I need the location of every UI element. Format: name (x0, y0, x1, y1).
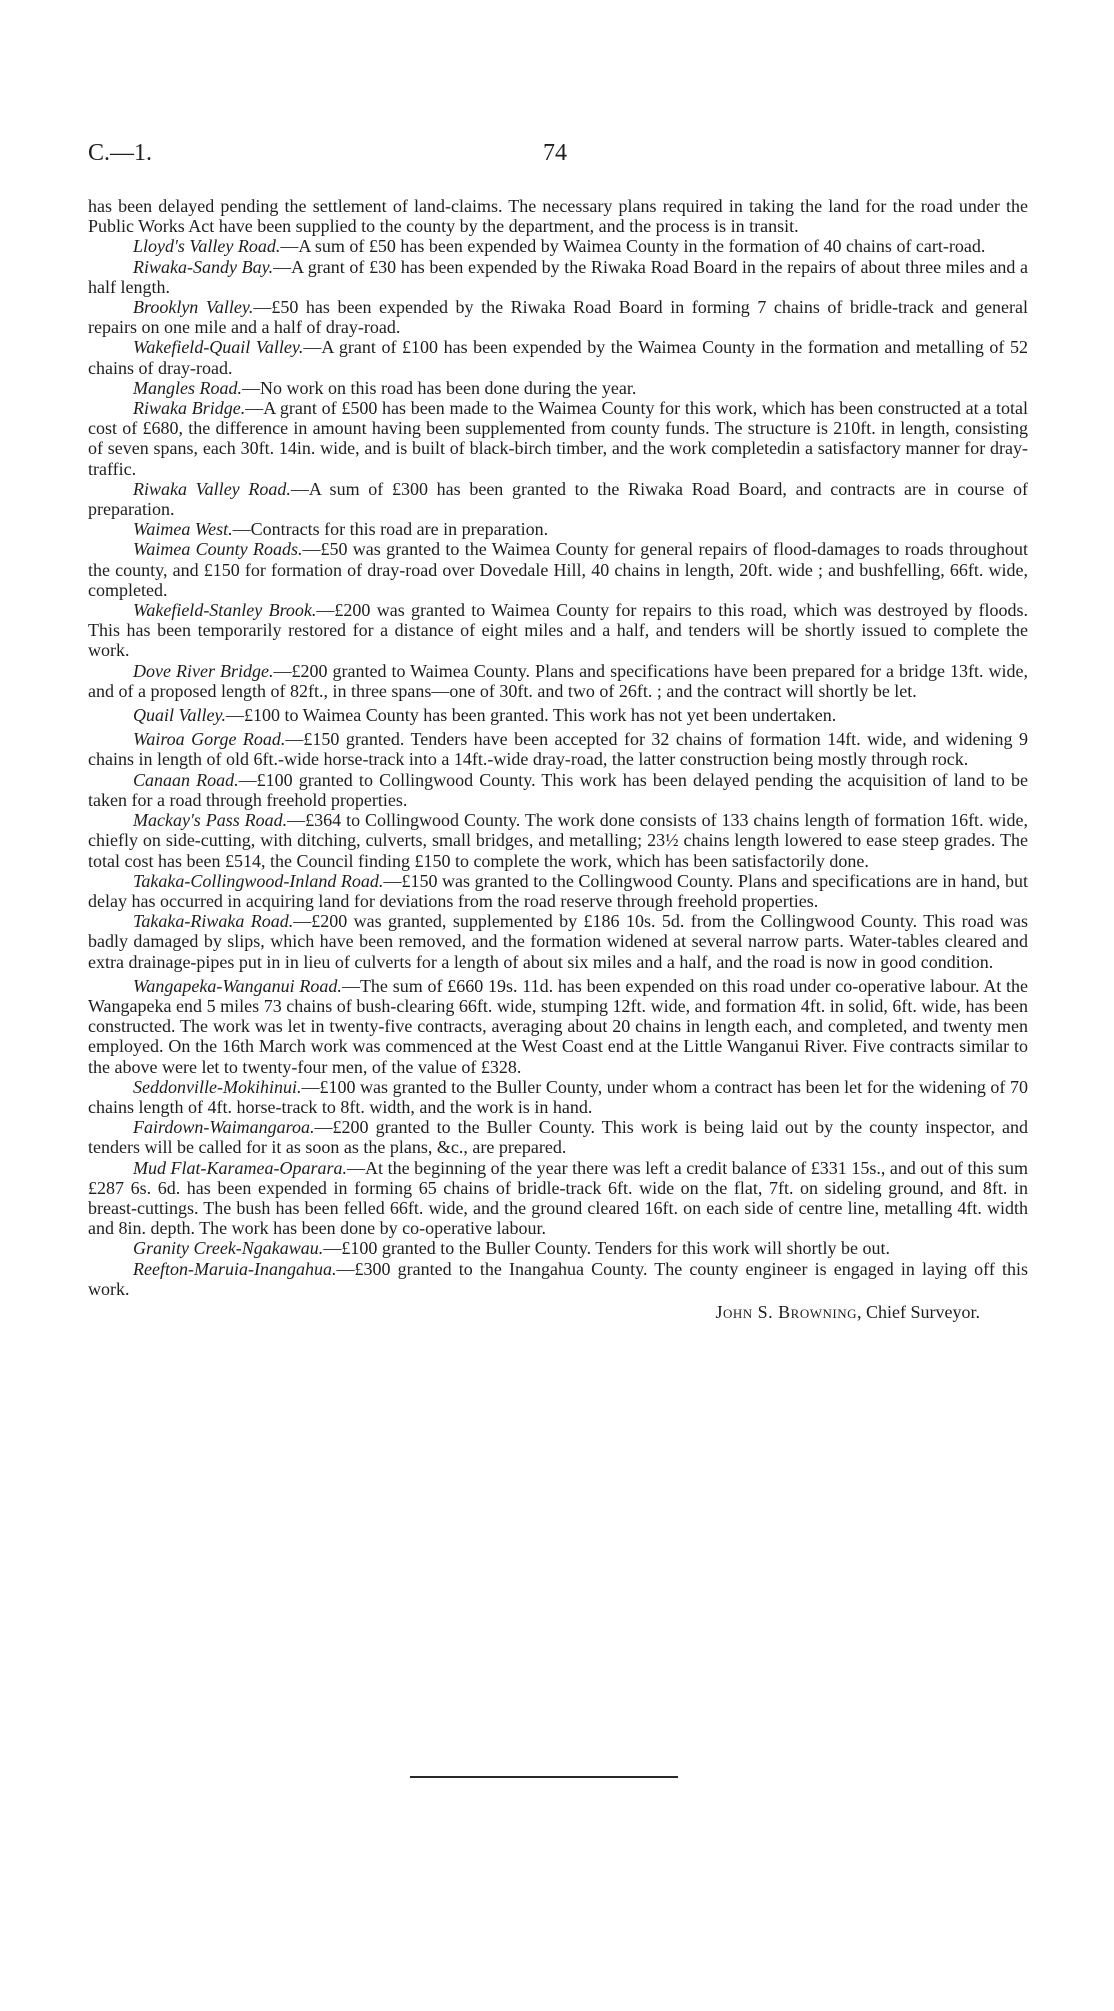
paragraph (88, 519, 1028, 539)
signatory-name: John S. Browning (715, 1301, 857, 1322)
paragraph (88, 871, 1028, 911)
paragraph-text: —£100 to Waimea County has been granted. This work has not yet been undertaken. (226, 705, 837, 726)
paragraph (88, 661, 1028, 701)
paragraph-text: —At the beginning of the year there was left a credit balance of £331 15s., and out of this sum £287 6s. 6d. has been expended in forming 65 chains of bridle-track 6ft. wide on the flat, 7ft. on sideling ground, and 8ft. in breast-cuttings. The bush has been felled 66ft. wide, and the ground cleared 16ft. on each side of centre line, metalling 4ft. width and 8in. depth. The work has been done by co-operative labour. (88, 1157, 1028, 1239)
paragraph (88, 539, 1028, 600)
paragraph (88, 236, 1028, 256)
paragraph (88, 297, 1028, 337)
paragraph-title: Wairoa Gorge Road. (133, 729, 286, 750)
paragraph-text: —£100 was granted to the Buller County, under whom a contract has been let for the widening of 70 chains length of 4ft. horse-track to 8ft. width, and the work is in hand. (88, 1076, 1028, 1117)
paragraph-title: Dove River Bridge. (133, 660, 274, 681)
paragraph (88, 705, 1028, 725)
paragraph-title: Canaan Road. (133, 769, 239, 790)
paragraph-title: Fairdown-Waimangaroa. (133, 1117, 315, 1138)
paragraph-title: Mud Flat-Karamea-Oparara. (133, 1157, 348, 1178)
paragraph (88, 1117, 1028, 1157)
paragraph-text: —£300 granted to the Inangahua County. The county engineer is engaged in laying off this work. (88, 1258, 1028, 1299)
paragraph-title: Seddonville-Mokihinui. (133, 1076, 302, 1097)
paragraph (88, 1077, 1028, 1117)
paragraph-title: Mackay's Pass Road. (133, 810, 288, 831)
paragraph-text: —Contracts for this road are in preparation. (232, 519, 549, 540)
paragraph (88, 398, 1028, 479)
paragraph-title: Takaka-Collingwood-Inland Road. (133, 870, 384, 891)
paragraph (88, 337, 1028, 377)
paragraph-text: —£150 was granted to the Collingwood County. Plans and specifications are in hand, but delay has occurred in acquiring land for deviations from the road reserve through freehold properties. (88, 870, 1028, 911)
report-body (88, 196, 1028, 1322)
paragraph (88, 196, 1028, 236)
page-number: 74 (543, 140, 567, 166)
parliamentary-paper-code: C.—1. (88, 140, 153, 166)
paragraph-text: —£200 was granted to Waimea County for repairs to this road, which was destroyed by floods. This has been temporarily restored for a distance of eight miles and a half, and tenders will be shortly issued to complete the work. (88, 600, 1028, 661)
paragraph-text: has been delayed pending the settlement of land-claims. The necessary plans required in taking the land for the road under the Public Works Act have been supplied to the county by the department, and the process is in transit. (88, 196, 1028, 237)
paragraph-title: Takaka-Riwaka Road. (133, 911, 294, 932)
paragraph-title: Riwaka Bridge. (133, 398, 246, 419)
paragraph-text: —£100 granted to the Buller County. Tenders for this work will shortly be out. (323, 1238, 890, 1259)
paragraph-title: Wakefield-Stanley Brook. (133, 600, 317, 621)
paragraph (88, 1259, 1028, 1299)
paragraph-title: Quail Valley. (133, 705, 226, 726)
paragraph-text: —£200 granted to the Buller County. This work is being laid out by the county inspector, and tenders will be called for it as soon as the plans, &c., are prepared. (88, 1117, 1028, 1158)
paragraph (88, 1238, 1028, 1258)
paragraph-title: Reefton-Maruia-Inangahua. (133, 1258, 337, 1279)
paragraph-text: —The sum of £660 19s. 11d. has been expended on this road under co-operative labour. At the Wangapeka end 5 miles 73 chains of bush-clearing 66ft. wide, stumping 12ft. wide, and formation 4ft. in solid, 6ft. wide, has been constructed. The work was let in twenty-five contracts, averaging about 20 chains in length each, and completed, and twenty men employed. On the 16th March work was commenced at the West Coast end at the Little Wanganui River. Five contracts similar to the above were let to twenty-four men, of the value of £328. (88, 975, 1029, 1077)
paragraph (88, 600, 1028, 661)
paragraph-title: Mangles Road. (133, 377, 242, 398)
signature (88, 1302, 1028, 1322)
paragraph (88, 378, 1028, 398)
paragraph-title: Waimea West. (133, 519, 233, 540)
paragraph (88, 976, 1028, 1077)
paragraph-text: —A sum of £50 has been expended by Waimea County in the formation of 40 chains of cart-road. (280, 236, 986, 257)
paragraph-text: —£50 was granted to the Waimea County for general repairs of flood-damages to roads throughout the county, and £150 for formation of dray-road over Dovedale Hill, 40 chains in length, 20ft. wide ; and bushfelling, 66ft. wide, completed. (88, 539, 1029, 600)
paragraph-text: —A grant of £100 has been expended by the Waimea County in the formation and metalling of 52 chains of dray-road. (88, 337, 1028, 378)
page-header (88, 140, 1028, 180)
paragraph-title: Riwaka Valley Road. (133, 478, 291, 499)
paragraph-title: Waimea County Roads. (133, 539, 303, 560)
paragraph (88, 911, 1028, 972)
paragraph-text: —£364 to Collingwood County. The work done consists of 133 chains length of formation 16ft. wide, chiefly on side-cutting, with ditching, culverts, small bridges, and metalling; 23½ chains length lowered to ease steep grades. The total cost has been £514, the Council finding £150 to complete the work, which has been satisfactorily done. (88, 810, 1028, 871)
paragraph (88, 1158, 1028, 1239)
paragraph-text: —A grant of £30 has been expended by the Riwaka Road Board in the repairs of about three miles and a half length. (88, 256, 1029, 297)
paragraph-title: Wangapeka-Wanganui Road. (133, 975, 342, 996)
paragraph-text: —£200 was granted, supplemented by £186 10s. 5d. from the Collingwood County. This road was badly damaged by slips, which have been removed, and the formation widened at several narrow parts. Water-tables cleared and extra drainage-pipes put in in lieu of culverts for a length of about six miles and a half, and the road is now in good condition. (88, 911, 1028, 972)
paragraph-text: —£200 granted to Waimea County. Plans and specifications have been prepared for a bridge 13ft. wide, and of a proposed length of 82ft., in three spans—one of 30ft. and two of 26ft. ; and the contract will shortly be let. (88, 660, 1029, 701)
paragraph-text: —A grant of £500 has been made to the Waimea County for this work, which has been constructed at a total cost of £680, the difference in amount having been supplemented from county funds. The structure is 210ft. in length, consisting of seven spans, each 30ft. 14in. wide, and is built of black-birch timber, and the work completedin a satisfactory manner for dray-traffic. (88, 398, 1028, 479)
paragraph-text: —£100 granted to Collingwood County. This work has been delayed pending the acquisition of land to be taken for a road through freehold properties. (88, 769, 1028, 810)
signatory-title: , Chief Surveyor. (857, 1301, 980, 1322)
paragraph-text: —No work on this road has been done during the year. (241, 377, 637, 398)
paragraph (88, 729, 1028, 769)
paragraph-title: Riwaka-Sandy Bay. (133, 256, 274, 277)
paragraph (88, 770, 1028, 810)
paragraph-title: Lloyd's Valley Road. (133, 236, 281, 257)
paragraph-title: Granity Creek-Ngakawau. (133, 1238, 324, 1259)
paragraph-text: —£150 granted. Tenders have been accepted for 32 chains of formation 14ft. wide, and widening 9 chains in length of old 6ft.-wide horse-track into a 14ft.-wide dray-road, the latter construction being mostly through rock. (88, 729, 1028, 770)
paragraph-text: —£50 has been expended by the Riwaka Road Board in forming 7 chains of bridle-track and general repairs on one mile and a half of dray-road. (88, 297, 1028, 338)
paragraph-title: Brooklyn Valley. (133, 297, 254, 318)
paragraph (88, 479, 1028, 519)
paragraph (88, 257, 1028, 297)
closing-rule (410, 1776, 678, 1778)
paragraph-title: Wakefield-Quail Valley. (133, 337, 304, 358)
paragraph (88, 810, 1028, 871)
paragraph-text: —A sum of £300 has been granted to the Riwaka Road Board, and contracts are in course of preparation. (88, 478, 1028, 520)
